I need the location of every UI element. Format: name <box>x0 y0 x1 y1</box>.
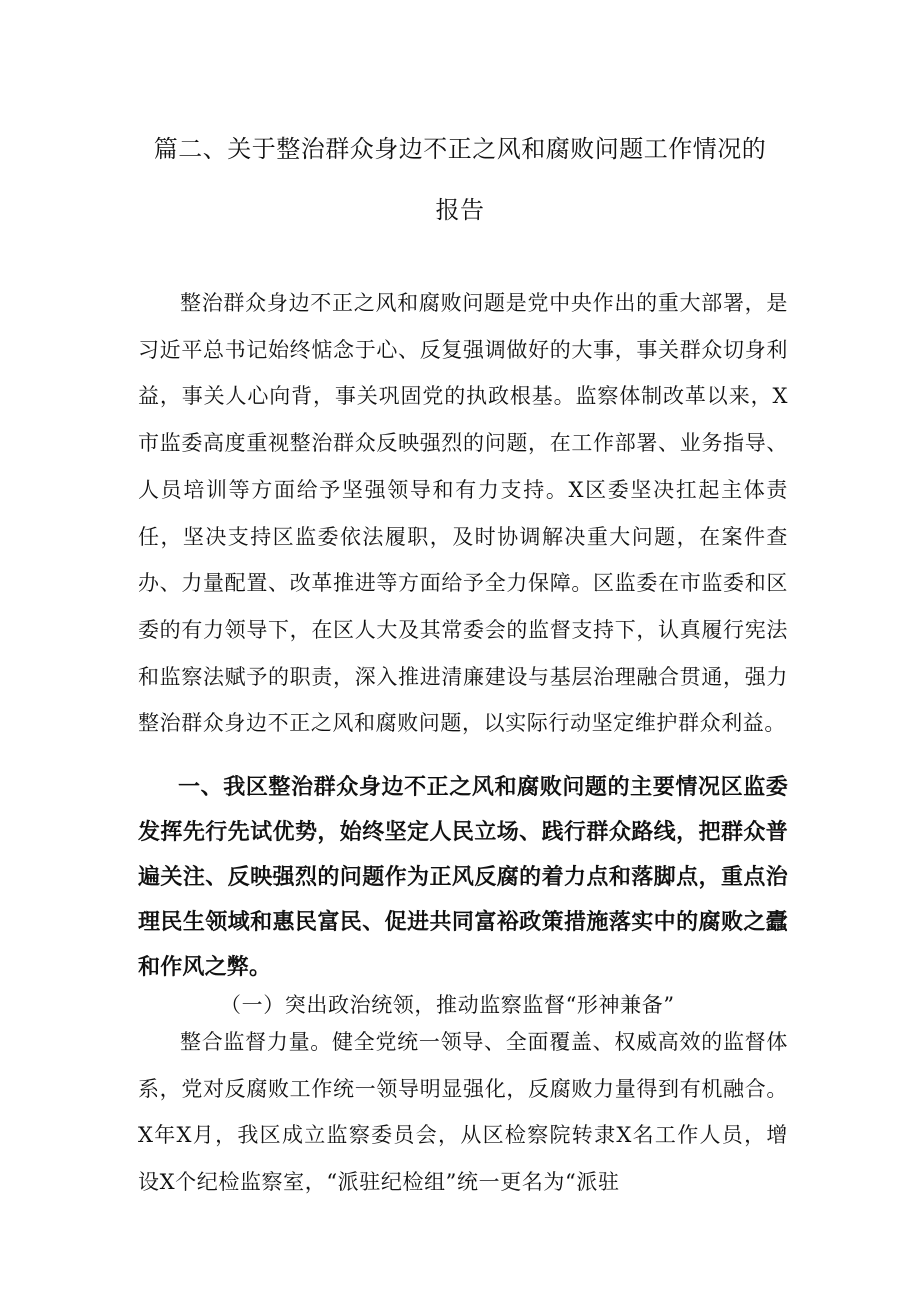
document-title-line-2: 报告 <box>435 196 485 224</box>
section-one-heading-paragraph: 一、我区整治群众身边不正之风和腐败问题的主要情况区监委发挥先行先试优势，始终坚定人民立场、践行群众路线，把群众普遍关注、反映强烈的问题作为正风反腐的着力点和落脚点，重点治理民生领域和惠民富民、促进共同富裕政策措施落实中的腐败之蠹和作风之弊。 <box>138 775 788 980</box>
intro-paragraph: 整治群众身边不正之风和腐败问题是党中央作出的重大部署，是习近平总书记始终惦念于心、反复强调做好的大事，事关群众切身利益，事关人心向背，事关巩固党的执政根基。监察体制改革以来，X市监委高度重视整治群众反映强烈的问题，在工作部署、业务指导、人员培训等方面给予坚强领导和有力支持。X区委坚决扛起主体责任，坚决支持区监委依法履职，及时协调解决重大问题，在案件查办、力量配置、改革推进等方面给予全力保障。区监委在市监委和区委的有力领导下，在区人大及其常委会的监督支持下，认真履行宪法和监察法赋予的职责，深入推进清廉建设与基层治理融合贯通，强力整治群众身边不正之风和腐败问题，以实际行动坚定维护群众利益。 <box>138 291 788 736</box>
body-paragraph: 整合监督力量。健全党统一领导、全面覆盖、权威高效的监督体系，党对反腐败工作统一领导明显强化，反腐败力量得到有机融合。X年X月，我区成立监察委员会，从区检察院转隶X名工作人员，增设X个纪检监察室，“派驻纪检组”统一更名为“派驻 <box>138 1030 788 1195</box>
document-title-line-1: 篇二、关于整治群众身边不正之风和腐败问题工作情况的 <box>153 135 767 163</box>
subsection-heading: （一）突出政治统领，推动监察监督“形神兼备” <box>220 993 675 1017</box>
